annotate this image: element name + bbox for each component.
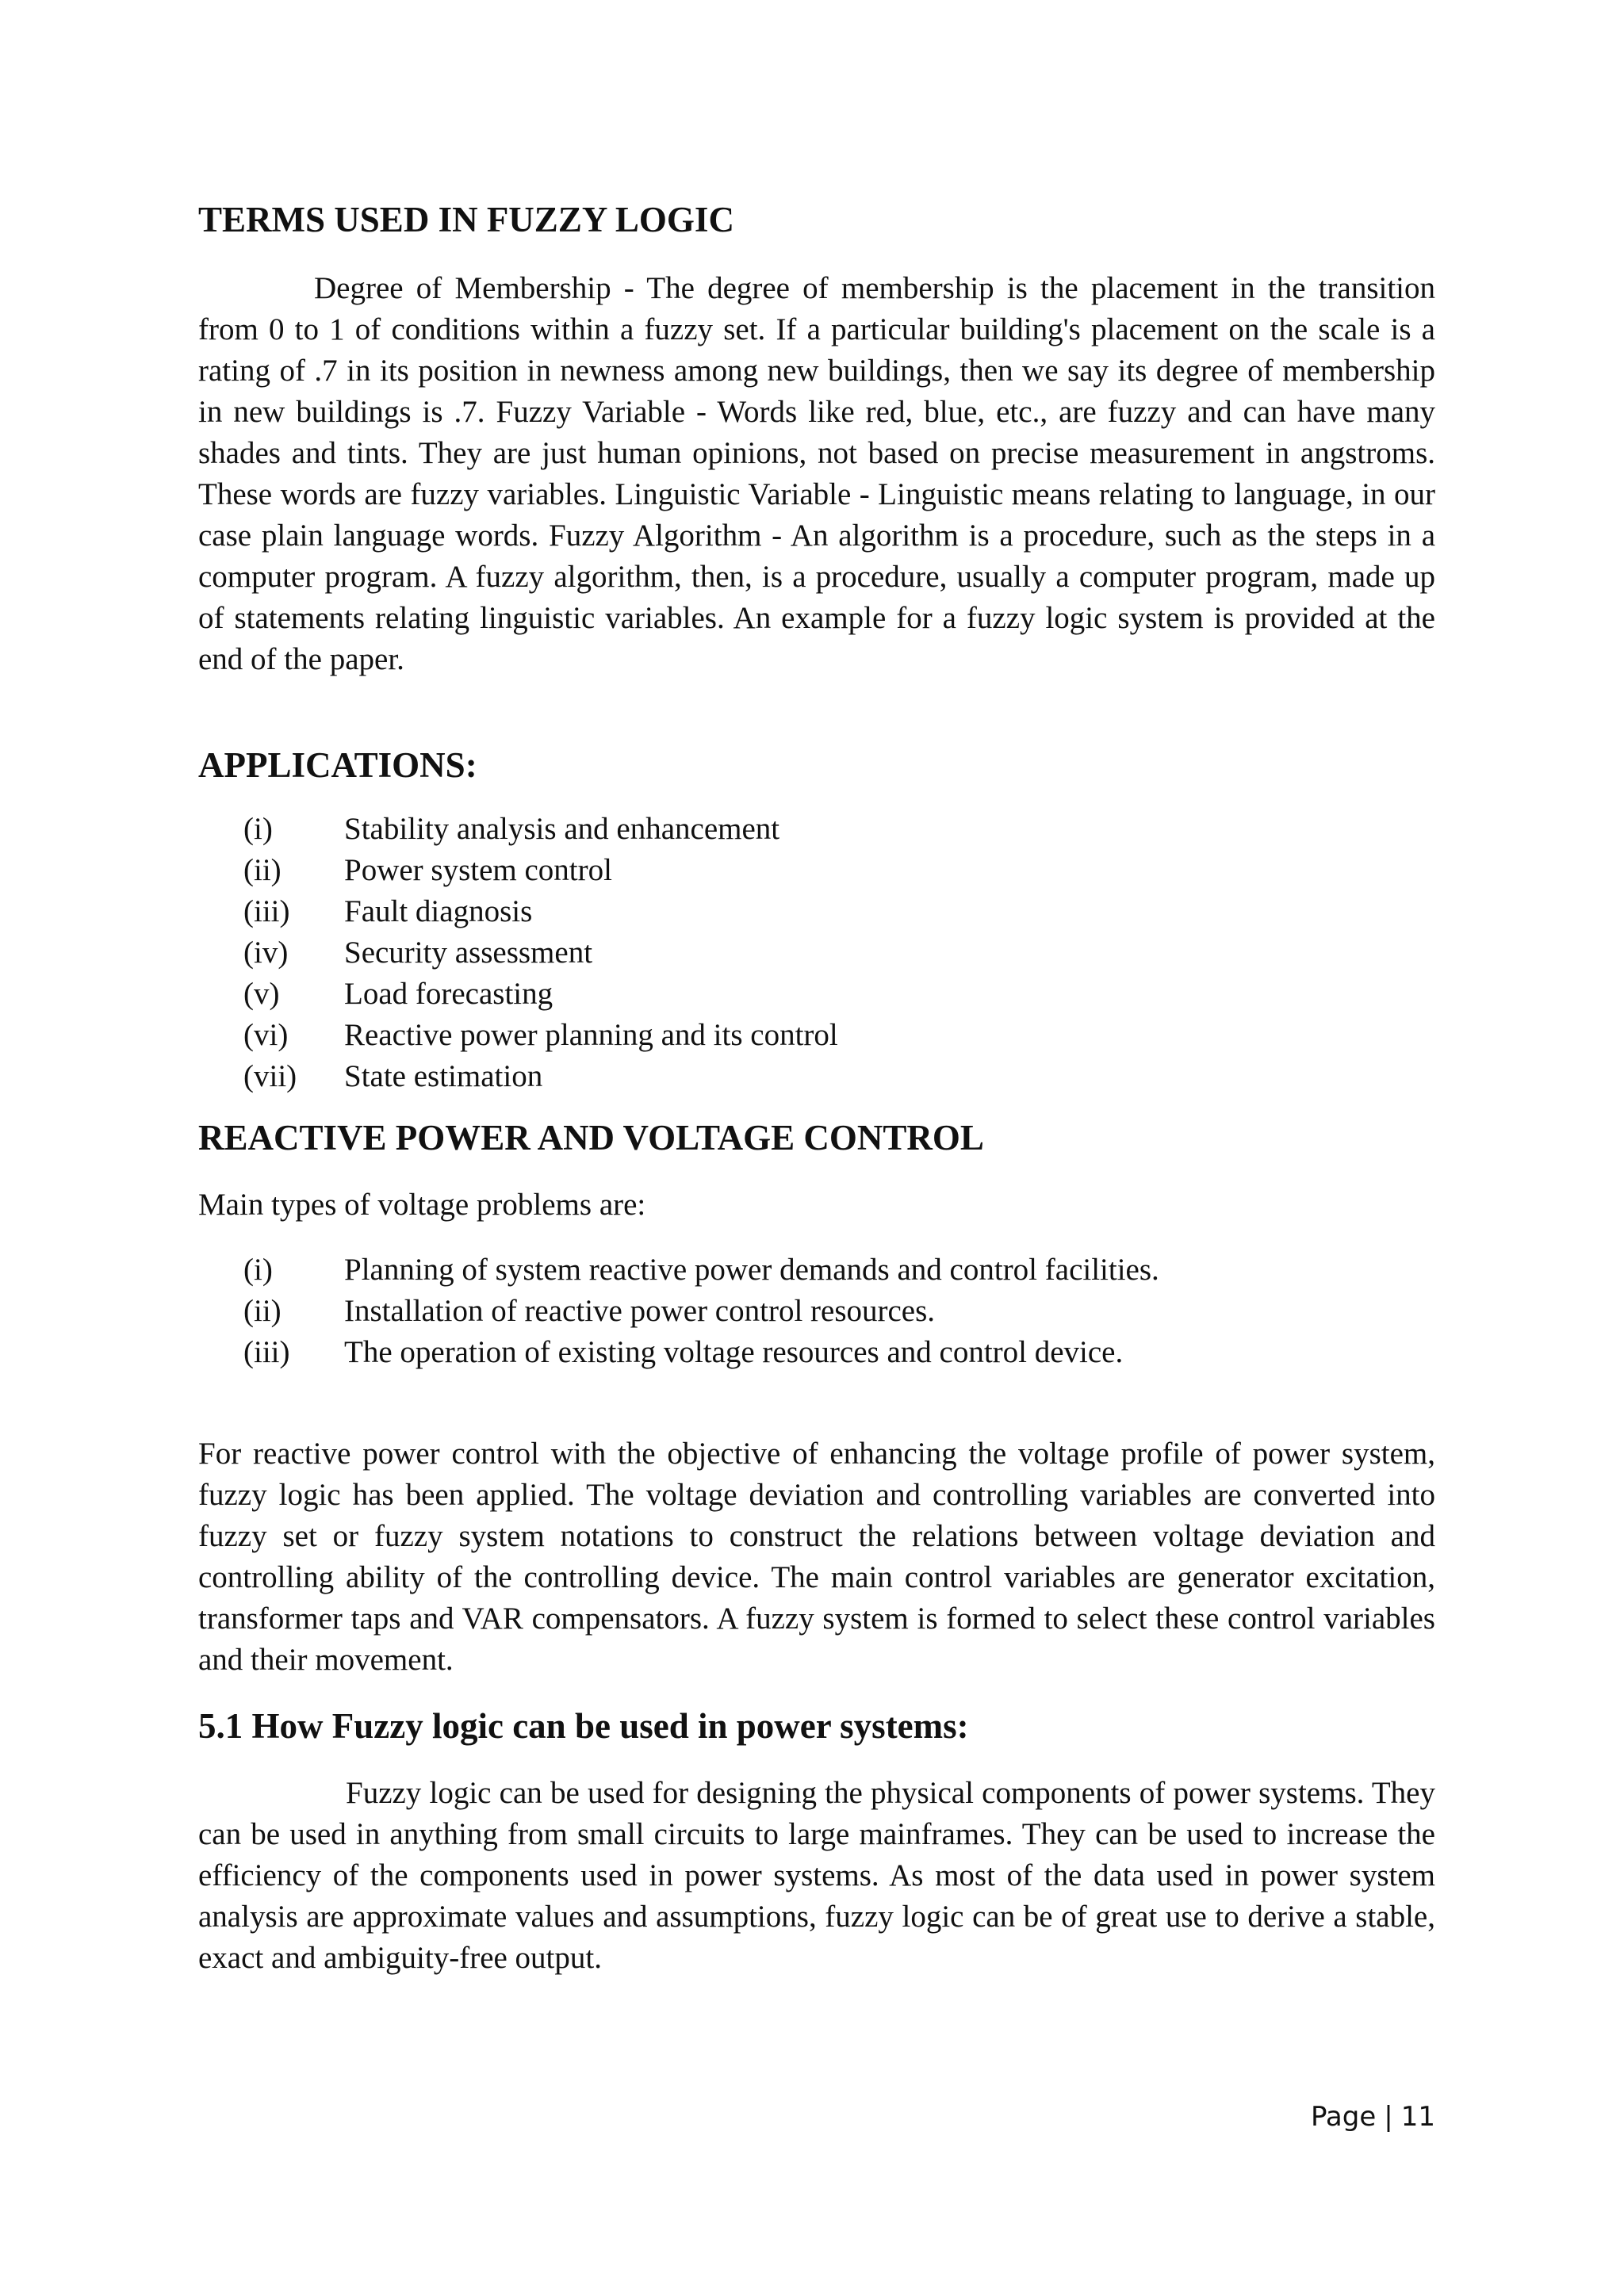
list-item xyxy=(243,850,838,891)
document-page xyxy=(198,0,1435,2296)
terms-paragraph: Degree of Membership - The degree of membership is the placement in the transition from 0 to 1 of conditions within a fuzzy set. If a particular building's placement on the scale is a rating of .7 in its position in newness among new buildings, then we say its degree of membership in new buildings is .7. Fuzzy Variable - Words like red, blue, etc., are fuzzy and can have many shades and tints. They are just human opinions, not based on precise measurement in angstroms. These words are fuzzy variables. Linguistic Variable - Linguistic means relating to language, in our case plain language words. Fuzzy Algorithm - An algorithm is a procedure, such as the steps in a computer program. A fuzzy algorithm, then, is a procedure, usually a computer program, made up of statements relating linguistic variables. An example for a fuzzy logic system is provided at the end of the paper. xyxy=(198,271,1435,676)
page-footer xyxy=(1311,2099,1435,2134)
list-item-number: (ii) xyxy=(243,853,282,887)
list-item xyxy=(243,809,838,850)
list-item xyxy=(243,891,838,932)
fuzzy-power-heading: 5.1 How Fuzzy logic can be used in power systems: xyxy=(198,1706,969,1746)
list-item-text: Installation of reactive power control resources. xyxy=(344,1294,936,1328)
list-item xyxy=(243,1056,838,1097)
reactive-paragraph: For reactive power control with the objective of enhancing the voltage profile of power system, fuzzy logic has been applied. The voltage deviation and controlling variables are converted into fuzzy set or fuzzy system notations to construct the relations between voltage deviation and controlling ability of the controlling device. The main control variables are generator excitation, transformer taps and VAR compensators. A fuzzy system is formed to select these control variables and their movement. xyxy=(198,1437,1435,1677)
list-item xyxy=(243,1015,838,1056)
fuzzy-power-paragraph: Fuzzy logic can be used for designing the physical components of power systems. They can be used in anything from small circuits to large mainframes. They can be used to increase the efficiency of the components used in power systems. As most of the data used in power system analysis are approximate values and assumptions, fuzzy logic can be of great use to derive a stable, exact and ambiguity-free output. xyxy=(198,1776,1435,1975)
page-label: Page xyxy=(1310,2101,1377,2133)
list-item xyxy=(243,1332,1159,1373)
list-item-number: (iv) xyxy=(243,936,289,970)
list-item xyxy=(243,1291,1159,1332)
applications-list xyxy=(243,809,838,1097)
applications-section xyxy=(198,744,1435,786)
list-item-text: Planning of system reactive power demands and control facilities. xyxy=(344,1253,1159,1287)
list-item-text: Fault diagnosis xyxy=(344,894,533,928)
page-number: 11 xyxy=(1400,2101,1435,2133)
reactive-intro: Main types of voltage problems are: xyxy=(198,1188,646,1222)
list-item-number: (i) xyxy=(243,1253,273,1287)
reactive-section xyxy=(198,1116,1435,1159)
list-item-text: Power system control xyxy=(344,853,612,887)
reactive-heading: REACTIVE POWER AND VOLTAGE CONTROL xyxy=(198,1118,984,1158)
page-separator: | xyxy=(1384,2101,1393,2133)
list-item-number: (iii) xyxy=(243,1335,290,1369)
terms-heading: TERMS USED IN FUZZY LOGIC xyxy=(198,200,734,239)
reactive-intro-block xyxy=(198,1184,1435,1226)
applications-heading: APPLICATIONS: xyxy=(198,745,477,785)
list-item-number: (vi) xyxy=(243,1018,289,1052)
voltage-problems-list xyxy=(243,1249,1159,1373)
fuzzy-power-body xyxy=(198,1773,1435,1979)
list-item-text: Reactive power planning and its control xyxy=(344,1018,838,1052)
list-item-text: Stability analysis and enhancement xyxy=(344,812,780,846)
list-item-number: (i) xyxy=(243,812,273,846)
list-item xyxy=(243,1249,1159,1291)
terms-section xyxy=(198,198,1435,241)
list-item xyxy=(243,974,838,1015)
list-item-number: (ii) xyxy=(243,1294,282,1328)
fuzzy-power-section xyxy=(198,1705,1435,1747)
list-item-number: (v) xyxy=(243,977,280,1011)
list-item-number: (vii) xyxy=(243,1059,297,1093)
list-item-text: Security assessment xyxy=(344,936,593,970)
list-item-number: (iii) xyxy=(243,894,290,928)
terms-body xyxy=(198,268,1435,680)
reactive-body xyxy=(198,1433,1435,1681)
list-item-text: The operation of existing voltage resources and control device. xyxy=(344,1335,1124,1369)
list-item-text: State estimation xyxy=(344,1059,543,1093)
list-item xyxy=(243,932,838,974)
list-item-text: Load forecasting xyxy=(344,977,553,1011)
